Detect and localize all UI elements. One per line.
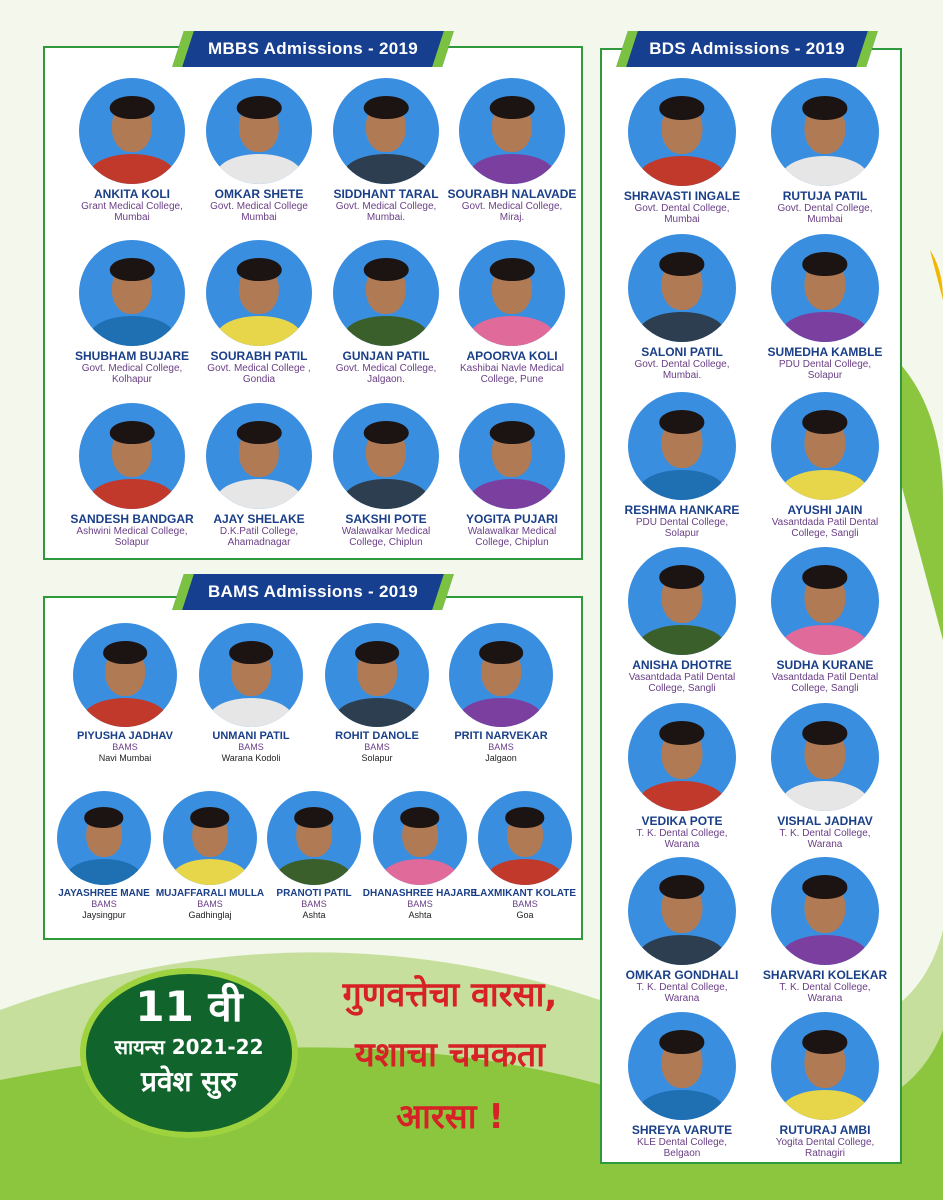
student-card: [439, 78, 585, 223]
bams-title: BAMS Admissions - 2019: [207, 582, 419, 601]
student-photo: [57, 791, 151, 885]
student-location: Warana: [664, 839, 700, 850]
student-card: [313, 403, 459, 548]
student-name: VEDIKA POTE: [641, 814, 723, 828]
student-location: Warana: [807, 993, 843, 1004]
student-name: GUNJAN PATIL: [342, 349, 430, 363]
student-college: T. K. Dental College,: [636, 982, 728, 993]
student-name: SUDHA KURANE: [776, 658, 874, 672]
student-name: PRANOTI PATIL: [276, 888, 352, 899]
student-photo: [771, 547, 879, 655]
student-location: Warana: [807, 839, 843, 850]
student-photo: [163, 791, 257, 885]
student-location: Mumbai: [114, 212, 150, 223]
student-location: Solapur: [664, 528, 700, 539]
student-card: [608, 234, 756, 381]
student-card: [59, 78, 205, 223]
student-name: PIYUSHA JADHAV: [77, 730, 173, 742]
slogan-line-2: यशाचा चमकता: [354, 1035, 546, 1075]
student-photo: [628, 78, 736, 186]
student-college: Vasantdada Patil Dental: [771, 672, 879, 683]
student-college: Walawalkar Medical: [467, 526, 557, 537]
student-college: Kashibai Navle Medical: [460, 363, 564, 374]
student-photo: [771, 703, 879, 811]
student-photo: [333, 240, 439, 346]
student-college: D.K.Patil College,: [219, 526, 299, 537]
student-college: Govt. Medical College,: [335, 201, 437, 212]
badge-line-2: सायन्स 2021-22: [114, 1035, 264, 1059]
student-card: [439, 240, 585, 385]
student-location: Gondia: [242, 374, 276, 385]
student-college: Ashwini Medical College,: [76, 526, 188, 537]
student-college: BAMS: [238, 742, 264, 752]
student-location: Solapur: [114, 537, 150, 548]
student-card: [751, 234, 899, 381]
student-name: OMKAR GONDHALI: [625, 968, 739, 982]
student-card: [751, 857, 899, 1004]
student-card: [458, 791, 592, 921]
student-photo: [771, 234, 879, 342]
student-college: BAMS: [197, 899, 223, 909]
student-college: Vasantdada Patil Dental: [628, 672, 736, 683]
student-college: T. K. Dental College,: [636, 828, 728, 839]
student-photo: [459, 240, 565, 346]
student-card: [179, 623, 323, 764]
student-photo: [628, 1012, 736, 1120]
student-name: SIDDHANT TARAL: [333, 187, 439, 201]
student-location: Mumbai.: [366, 212, 406, 223]
student-name: AYUSHI JAIN: [787, 503, 863, 517]
student-name: MUJAFFARALI MULLA: [155, 888, 265, 899]
student-photo: [628, 234, 736, 342]
student-location: College, Chiplun: [349, 537, 423, 548]
student-college: BAMS: [488, 742, 514, 752]
student-card: [608, 392, 756, 539]
student-college: KLE Dental College,: [636, 1137, 728, 1148]
student-card: [313, 78, 459, 223]
student-photo: [771, 1012, 879, 1120]
student-name: AJAY SHELAKE: [213, 512, 305, 526]
student-college: Grant Medical College,: [81, 201, 183, 212]
student-location: Solapur: [361, 753, 393, 763]
student-location: College, Pune: [480, 374, 544, 385]
student-photo: [267, 791, 361, 885]
student-photo: [628, 392, 736, 500]
student-name: VISHAL JADHAV: [777, 814, 873, 828]
student-photo: [206, 78, 312, 184]
student-location: Ashta: [302, 910, 326, 920]
student-location: Mumbai: [807, 214, 843, 225]
student-card: [186, 403, 332, 548]
student-name: OMKAR SHETE: [214, 187, 304, 201]
student-college: Govt. Dental College,: [634, 203, 730, 214]
student-photo: [333, 78, 439, 184]
student-college: Govt. Medical College ,: [207, 363, 311, 374]
slogan-line-3: आरसा !: [396, 1097, 504, 1137]
student-photo: [459, 403, 565, 509]
student-card: [751, 703, 899, 850]
student-photo: [373, 791, 467, 885]
student-photo: [73, 623, 177, 727]
student-location: Belgaon: [663, 1148, 701, 1159]
student-card: [751, 547, 899, 694]
slogan-line-1: गुणवत्तेचा वारसा,: [342, 975, 558, 1015]
student-card: [59, 240, 205, 385]
student-college: Govt. Medical College,: [335, 363, 437, 374]
student-name: LAXMIKANT KOLATE: [473, 888, 577, 899]
student-name: YOGITA PUJARI: [465, 512, 558, 526]
student-location: Miraj.: [499, 212, 525, 223]
bams-banner: [178, 574, 448, 610]
student-location: Ashta: [408, 910, 432, 920]
student-college: Govt. Dental College,: [777, 203, 873, 214]
student-college: BAMS: [407, 899, 433, 909]
student-photo: [79, 78, 185, 184]
student-photo: [628, 547, 736, 655]
student-photo: [478, 791, 572, 885]
student-location: Navi Mumbai: [98, 753, 152, 763]
student-name: SHARVARI KOLEKAR: [762, 968, 888, 982]
student-location: College, Chiplun: [475, 537, 549, 548]
student-college: Govt. Medical College,: [81, 363, 183, 374]
student-location: College, Sangli: [791, 683, 859, 694]
student-college: Walawalkar Medical: [341, 526, 431, 537]
student-name: RESHMA HANKARE: [624, 503, 740, 517]
student-college: PDU Dental College,: [778, 359, 872, 370]
student-photo: [79, 240, 185, 346]
student-name: DHANASHREE HAJARE: [362, 888, 478, 899]
student-card: [439, 403, 585, 548]
student-location: Goa: [516, 910, 534, 920]
student-name: JAYASHREE MANE: [58, 888, 150, 899]
student-photo: [199, 623, 303, 727]
student-college: T. K. Dental College,: [779, 828, 871, 839]
student-name: ANKITA KOLI: [94, 187, 170, 201]
student-location: College, Sangli: [791, 528, 859, 539]
badge-line-3: प्रवेश सुरु: [141, 1065, 237, 1098]
student-photo: [449, 623, 553, 727]
student-name: SAKSHI POTE: [345, 512, 427, 526]
student-name: SHUBHAM BUJARE: [74, 349, 189, 363]
student-name: SALONI PATIL: [641, 345, 723, 359]
student-location: Warana: [664, 993, 700, 1004]
student-photo: [771, 857, 879, 965]
student-name: SOURABH PATIL: [210, 349, 308, 363]
mbbs-banner: [178, 31, 448, 67]
student-college: Vasantdada Patil Dental: [771, 517, 879, 528]
student-name: RUTURAJ AMBI: [779, 1123, 871, 1137]
student-location: Kolhapur: [111, 374, 153, 385]
student-name: RUTUJA PATIL: [782, 189, 868, 203]
student-college: BAMS: [364, 742, 390, 752]
student-card: [751, 78, 899, 225]
student-college: Govt. Medical College: [210, 201, 308, 212]
student-location: Ratnagiri: [804, 1148, 846, 1159]
student-location: Mumbai.: [662, 370, 702, 381]
student-college: BAMS: [301, 899, 327, 909]
student-photo: [771, 78, 879, 186]
student-photo: [206, 240, 312, 346]
student-location: Solapur: [807, 370, 843, 381]
student-card: [608, 703, 756, 850]
student-photo: [325, 623, 429, 727]
student-location: Jalgaon: [485, 753, 517, 763]
admission-badge: [80, 968, 298, 1138]
bds-title: BDS Admissions - 2019: [649, 39, 845, 58]
student-college: Yogita Dental College,: [775, 1137, 875, 1148]
student-card: [305, 623, 449, 764]
student-card: [59, 403, 205, 548]
student-name: APOORVA KOLI: [466, 349, 558, 363]
student-location: College, Sangli: [648, 683, 716, 694]
student-photo: [333, 403, 439, 509]
student-location: Gadhinglaj: [188, 910, 232, 920]
student-college: BAMS: [512, 899, 538, 909]
student-photo: [206, 403, 312, 509]
student-card: [186, 78, 332, 223]
student-card: [429, 623, 573, 764]
student-location: Warana Kodoli: [221, 753, 281, 763]
student-location: Mumbai: [241, 212, 277, 223]
student-college: T. K. Dental College,: [779, 982, 871, 993]
bds-banner: [622, 31, 872, 67]
student-college: BAMS: [91, 899, 117, 909]
student-name: ROHIT DANOLE: [335, 730, 419, 742]
student-name: SHREYA VARUTE: [631, 1123, 733, 1137]
student-location: Ahamadnagar: [227, 537, 291, 548]
student-card: [53, 623, 197, 764]
student-card: [608, 547, 756, 694]
student-name: SOURABH NALAVADE: [447, 187, 577, 201]
student-name: SHRAVASTI INGALE: [623, 189, 741, 203]
student-college: Govt. Dental College,: [634, 359, 730, 370]
student-photo: [628, 703, 736, 811]
student-location: Jaysingpur: [82, 910, 126, 920]
student-card: [751, 392, 899, 539]
student-college: Govt. Medical College,: [461, 201, 563, 212]
student-college: PDU Dental College,: [635, 517, 729, 528]
student-photo: [459, 78, 565, 184]
student-card: [751, 1012, 899, 1159]
badge-line-1: 11 वी: [135, 982, 243, 1031]
student-name: SUMEDHA KAMBLE: [767, 345, 883, 359]
student-photo: [79, 403, 185, 509]
student-name: PRITI NARVEKAR: [454, 730, 548, 742]
student-college: BAMS: [112, 742, 138, 752]
student-card: [608, 857, 756, 1004]
student-card: [186, 240, 332, 385]
student-photo: [628, 857, 736, 965]
student-photo: [771, 392, 879, 500]
student-name: UNMANI PATIL: [212, 730, 290, 742]
student-card: [608, 1012, 756, 1159]
student-name: SANDESH BANDGAR: [70, 512, 194, 526]
student-location: Jalgaon.: [367, 374, 405, 385]
student-name: ANISHA DHOTRE: [632, 658, 732, 672]
mbbs-title: MBBS Admissions - 2019: [207, 39, 419, 58]
student-card: [313, 240, 459, 385]
student-location: Mumbai: [664, 214, 700, 225]
student-card: [608, 78, 756, 225]
